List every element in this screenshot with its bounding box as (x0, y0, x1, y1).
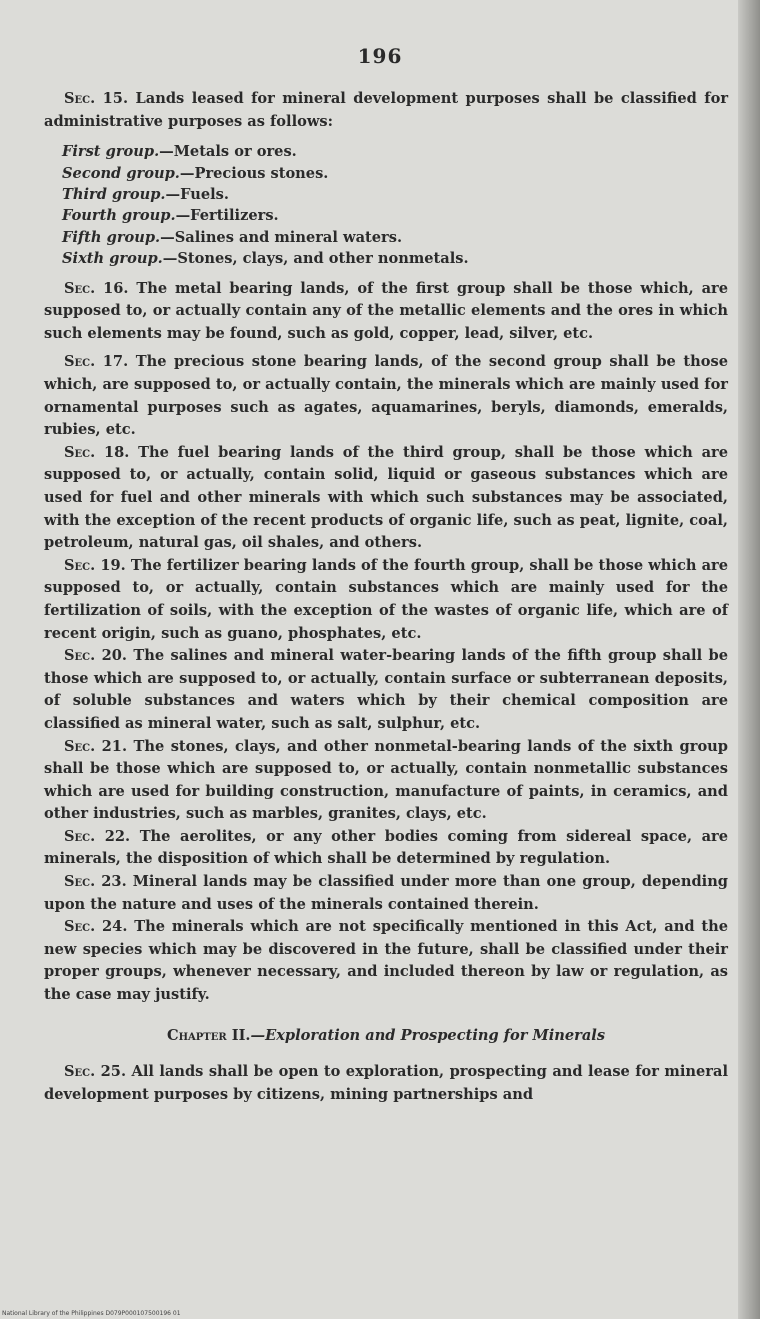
section-16: Sec. 16. The metal bearing lands, of the first group shall be those which, are supposed to, or actually contain any of the metallic elements and the ores in which such elements may be found, such as gold, copper, lead, silver, etc. (44, 279, 729, 342)
list-item: First group.—Metals or ores. (62, 143, 297, 161)
section-22: Sec. 22. The aerolites, or any other bodies coming from sidereal space, are minerals, the disposition of which shall be determined by regulation. (44, 827, 728, 868)
section-15 (44, 88, 728, 133)
list-item: Third group.—Fuels. (62, 186, 229, 203)
chapter-title: —Exploration and Prospecting for Minerals (250, 1026, 606, 1044)
section-21: Sec. 21. The stones, clays, and other nonmetal-bearing lands of the sixth group shall be those which are supposed to, or actually, contain nonmetallic substances which are used for building construction, manufacture of paints, in ceramics, and other industries, such as marbles, granites, clays, etc. (44, 737, 729, 823)
section-23: Sec. 23. Mineral lands may be classified under more than one group, depending upon the nature and uses of the minerals contained therein. (44, 873, 729, 913)
section-text: Lands leased for mineral development purposes shall be classified for administrative purposes as follows: (44, 90, 729, 130)
section-label: Sec. 15. (64, 90, 129, 107)
list-item: Fifth group.—Salines and mineral waters. (62, 228, 403, 246)
page-edge-shadow (738, 0, 760, 1319)
section-25: Sec. 25. All lands shall be open to exploration, prospecting and lease for mineral development purposes by citizens, mining partnerships and (44, 1063, 728, 1103)
list-item: Sixth group.—Stones, clays, and other nonmetals. (62, 250, 469, 268)
chapter-label: Chapter II. (166, 1026, 251, 1044)
section-17: Sec. 17. The precious stone bearing lands, of the second group shall be those which, are supposed to, or actually contain, the minerals which are mainly used for ornamental purposes such as agates, aquamarines, beryls, diamonds, emeralds, rubies, etc. (44, 353, 728, 439)
section-20: Sec. 20. The salines and mineral water-bearing lands of the fifth group shall be those which are supposed to, or actually, contain surface or subterranean deposits, of soluble substances and waters which by their chemical composition are classified as mineral water, such as salt, sulphur, etc. (44, 647, 729, 732)
chapter-heading (44, 1025, 728, 1048)
section-19: Sec. 19. The fertilizer bearing lands of the fourth group, shall be those which are supposed to, or actually, contain substances which are mainly used for the fertilization of soils, with the exception of the wastes of organic life, which are of recent origin, such as guano, phosphates, etc. (44, 556, 729, 642)
list-item: Fourth group.—Fertilizers. (62, 207, 279, 225)
section-18: Sec. 18. The fuel bearing lands of the third group, shall be those which are supposed to, or actually, contain solid, liquid or gaseous substances which are used for fuel and other minerals with which such substances may be associated, with the exception of the recent products of organic life, such as peat, lignite, coal, petroleum, natural gas, oil shales, and others. (44, 443, 728, 552)
page-number: 196 (357, 44, 403, 68)
document-body (44, 88, 728, 1112)
group-list (44, 141, 728, 269)
section-24: Sec. 24. The minerals which are not specifically mentioned in this Act, and the new species which may be discovered in the future, shall be classified under their proper groups, whenever necessary, and included thereon by law or regulation, as the case may justify. (44, 918, 728, 1004)
list-item: Second group.—Precious stones. (62, 164, 329, 182)
archive-footer: National Library of the Philippines D079P000107500196 01 (2, 1310, 181, 1317)
